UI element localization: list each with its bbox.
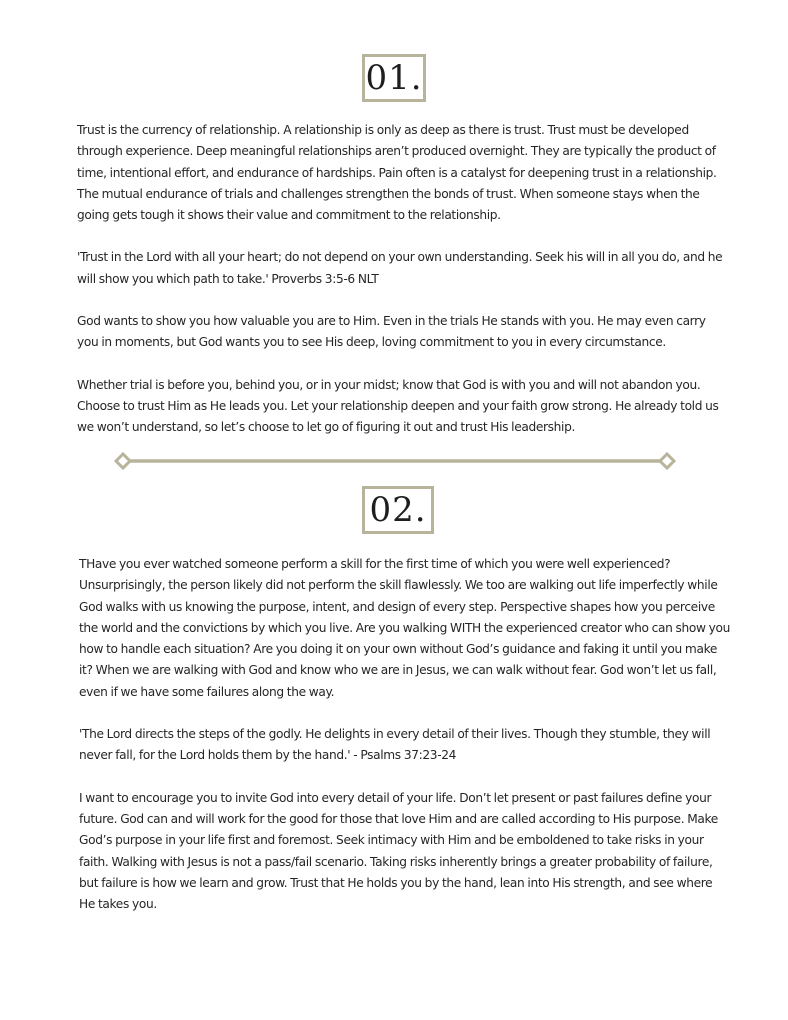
reflection-section-2 xyxy=(79,554,731,915)
section-number: 02. xyxy=(369,490,427,530)
section-number-badge xyxy=(362,54,426,102)
section-number-badge xyxy=(362,486,434,534)
body-paragraph: I want to encourage you to invite God into every detail of your life. Don’t let present or past failures define your future. God can and will work for the good for those that love Him and are called according to His purpose. Make God’s purpose in your life first and foremost. Seek intimacy with Him and be emboldened to take risks in your faith. Walking with Jesus is not a pass/fail scenario. Taking risks inherently brings a greater probability of failure, but failure is how we learn and grow. Trust that He holds you by the hand, lean into His strength, and see where He takes you. xyxy=(79,790,718,912)
divider-diamond-right xyxy=(660,454,674,468)
body-paragraph: Whether trial is before you, behind you, or in your midst; know that God is with you and will not abandon you. Choose to trust Him as He leads you. Let your relationship deepen and your faith grow strong. He already told us we won’t understand, so let’s choose to let go of figuring it out and trust His leadership. xyxy=(77,377,719,435)
body-paragraph: God wants to show you how valuable you are to Him. Even in the trials He stands with you. He may even carry you in moments, but God wants you to see His deep, loving commitment to you in every circumstance. xyxy=(77,314,706,350)
divider-diamond-left xyxy=(116,454,130,468)
reflection-section-1 xyxy=(77,120,729,439)
scripture-quote: 'Trust in the Lord with all your heart; do not depend on your own understanding. Seek his will in all you do, and he will show you which path to take.' Proverbs 3:5-6 NLT xyxy=(77,250,723,286)
section-divider xyxy=(114,452,676,470)
section-number: 01. xyxy=(365,58,423,98)
body-paragraph: THave you ever watched someone perform a skill for the first time of which you were well experienced? Unsurprisingly, the person likely did not perform the skill flawlessly. We too are walking out life imperfectly while God walks with us knowing the purpose, intent, and design of every step. Perspective shapes how you perceive the world and the convictions by which you live. Are you walking WITH the experienced creator who can show you how to handle each situation? Are you doing it on your own without God’s guidance and faking it until you make it? When we are walking with God and know who we are in Jesus, we can walk without fear. God won’t let us fall, even if we have some failures along the way. xyxy=(79,557,731,699)
body-paragraph: Trust is the currency of relationship. A relationship is only as deep as there is trust. Trust must be developed through experience. Deep meaningful relationships aren’t produced overnight. They are typically the product of time, intentional effort, and endurance of hardships. Pain often is a catalyst for deepening trust in a relationship. The mutual endurance of trials and challenges strengthen the bonds of trust. When someone stays when the going gets tough it shows their value and commitment to the relationship. xyxy=(77,123,717,223)
scripture-quote: 'The Lord directs the steps of the godly. He delights in every detail of their lives. Though they stumble, they will never fall, for the Lord holds them by the hand.' - Psalms 37:23-24 xyxy=(79,727,711,763)
